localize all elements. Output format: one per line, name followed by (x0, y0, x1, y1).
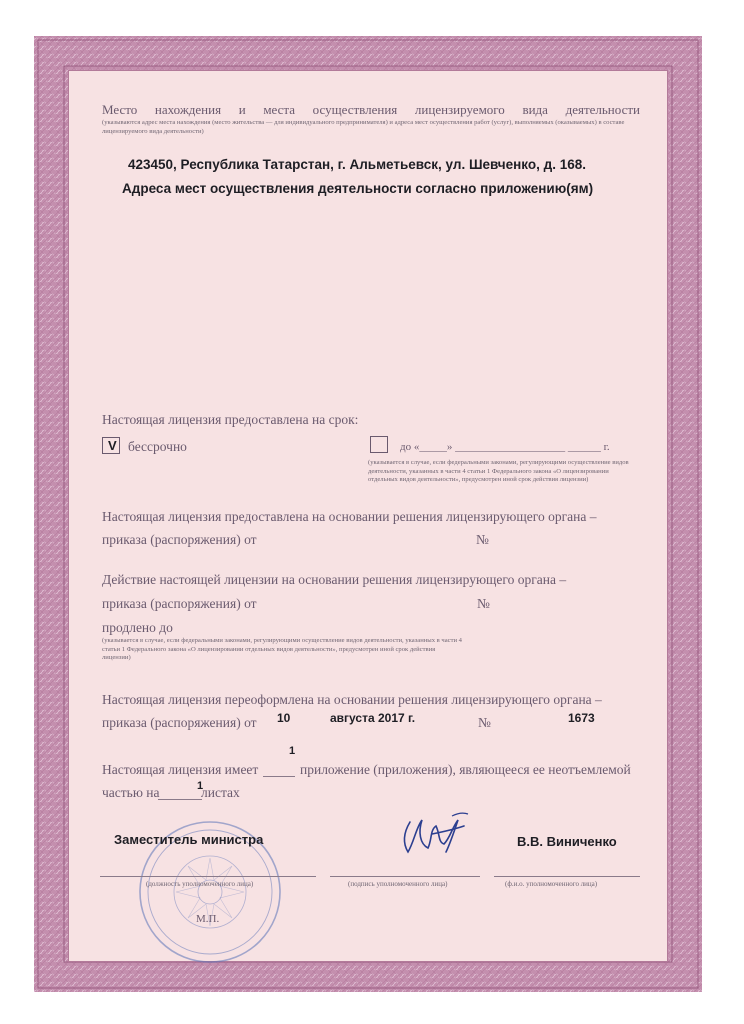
reissue-number-label: № (478, 715, 491, 730)
signature-note: (подпись уполномоченного лица) (348, 880, 448, 888)
until-label: до «_____» ____________________ ______ г. (400, 441, 610, 453)
location-label: Место нахождения и места осуществления лицензируемого вида деятельности (102, 102, 640, 117)
reissue-line2: приказа (распоряжения) от (102, 715, 257, 730)
basis-line2: приказа (распоряжения) от (102, 532, 257, 547)
annex-count-line (263, 776, 295, 777)
signature-line (330, 876, 480, 877)
reissue-day: 10 (277, 711, 291, 725)
extension-number-label: № (477, 596, 490, 611)
handwritten-signature (392, 808, 472, 860)
annex-line2-b: листах (201, 785, 240, 800)
signer-position: Заместитель министра (114, 832, 264, 847)
basis-number-label: № (476, 532, 489, 547)
reissue-line1: Настоящая лицензия переоформлена на основании решения лицензирующего органа – (102, 692, 602, 707)
address: 423450, Республика Татарстан, г. Альметьевск, ул. Шевченко, д. 168. (128, 157, 586, 172)
term-label: Настоящая лицензия предоставлена на срок: (102, 412, 359, 427)
extension-line2: приказа (распоряжения) от (102, 596, 257, 611)
reissue-month-year: августа 2017 г. (330, 711, 416, 725)
indefinite-mark: V (108, 438, 117, 453)
annex-line2-a: частью на (102, 785, 160, 800)
basis-line1: Настоящая лицензия предоставлена на основании решения лицензирующего органа – (102, 509, 597, 524)
extended-label: продлено до (102, 620, 173, 635)
addresses-note: Адреса мест осуществления деятельности согласно приложению(ям) (122, 181, 594, 196)
annex-sheets: 1 (197, 780, 204, 792)
extension-line1: Действие настоящей лицензии на основании решения лицензирующего органа – (102, 572, 567, 587)
indefinite-checkbox (102, 437, 120, 454)
until-checkbox (370, 436, 388, 453)
indefinite-label: бессрочно (128, 439, 187, 454)
stamp-place: М.П. (196, 913, 220, 925)
position-note: (должность уполномоченного лица) (146, 880, 254, 888)
until-note: (указывается в случае, если федеральными законами, регулирующими осуществление видов деятельности, указанных в части 4 статьи 1 Федерального закона «О лицензировании отдельных видов деятельности», предусмотрен иной срок действия лицензии) (368, 459, 629, 483)
name-line (494, 876, 640, 877)
annex-line1-b: приложение (приложения), являющееся ее неотъемлемой (300, 762, 631, 777)
annex-sheets-line (158, 799, 202, 800)
position-line (100, 876, 316, 877)
annex-count: 1 (289, 745, 296, 757)
location-note: (указываются адрес места нахождения (место жительства — для индивидуального предпринимателя) и адреса мест осуществления работ (услуг), выполняемых (оказываемых) в составе лицензируемого вида деятельности) (102, 119, 625, 135)
signer-name: В.В. Виниченко (517, 834, 617, 849)
annex-line1-a: Настоящая лицензия имеет (102, 762, 259, 777)
reissue-number: 1673 (568, 711, 595, 725)
name-note: (ф.и.о. уполномоченного лица) (505, 880, 598, 888)
extension-note: (указывается в случае, если федеральными законами, регулирующими осуществление видов деятельности, указанных в части 4 статьи 1 Федерального закона «О лицензировании отдельных видов деятельности», предусмотрен иной срок действия лицензии) (102, 637, 462, 661)
